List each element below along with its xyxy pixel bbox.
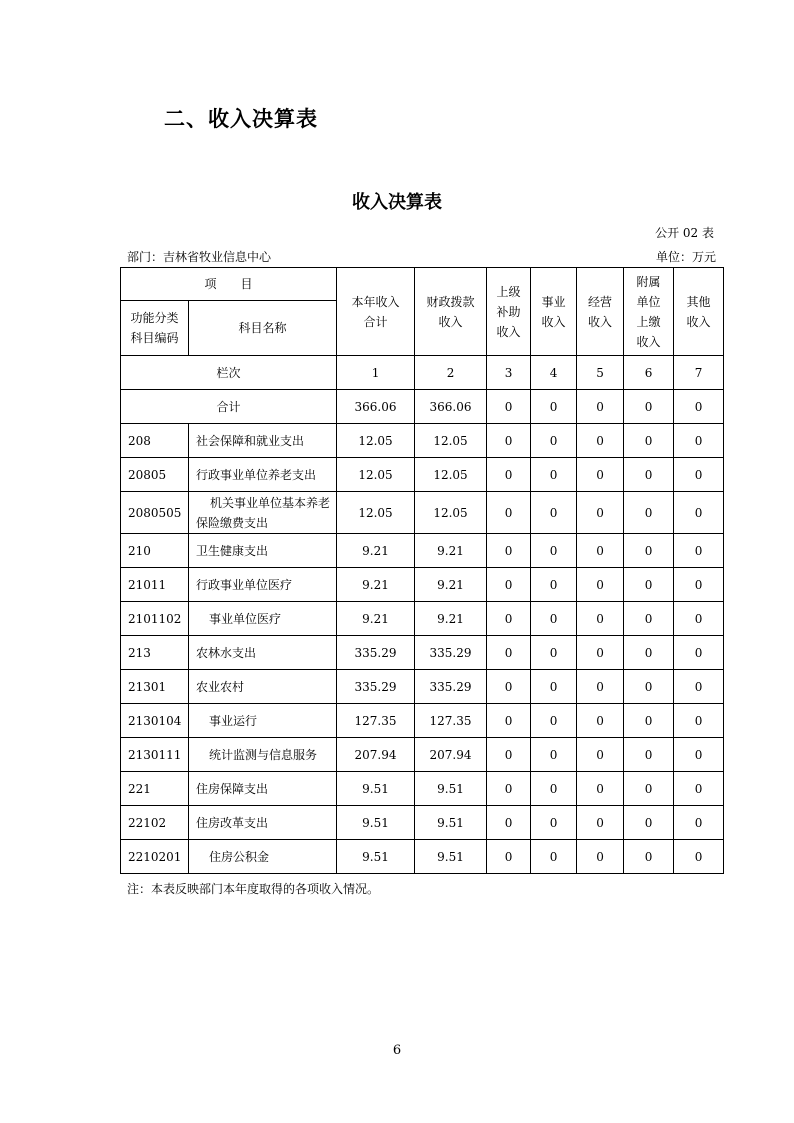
subject-name: 统计监测与信息服务 — [189, 738, 337, 772]
total-value: 0 — [531, 390, 577, 424]
income-value: 0 — [674, 840, 724, 874]
income-value: 0 — [531, 492, 577, 534]
income-value: 0 — [487, 534, 531, 568]
header-name: 科目名称 — [189, 301, 337, 356]
table-row — [121, 670, 724, 704]
income-value: 0 — [531, 534, 577, 568]
income-value: 0 — [487, 424, 531, 458]
subject-name: 事业运行 — [189, 704, 337, 738]
income-value: 335.29 — [337, 670, 415, 704]
income-value: 9.51 — [337, 840, 415, 874]
table-row — [121, 458, 724, 492]
income-value: 0 — [577, 636, 624, 670]
income-value: 12.05 — [337, 458, 415, 492]
subject-code: 2210201 — [121, 840, 189, 874]
total-row — [121, 390, 724, 424]
income-value: 0 — [674, 534, 724, 568]
income-value: 335.29 — [415, 636, 487, 670]
subject-name: 卫生健康支出 — [189, 534, 337, 568]
unit-label: 单位：万元 — [655, 250, 716, 264]
subject-code: 20805 — [121, 458, 189, 492]
total-value: 0 — [674, 390, 724, 424]
total-value: 0 — [577, 390, 624, 424]
total-value: 0 — [487, 390, 531, 424]
income-value: 0 — [577, 492, 624, 534]
income-value: 9.51 — [415, 772, 487, 806]
table-row — [121, 840, 724, 874]
subject-name: 行政事业单位医疗 — [189, 568, 337, 602]
income-value: 9.51 — [337, 772, 415, 806]
income-value: 0 — [487, 458, 531, 492]
income-value: 0 — [487, 738, 531, 772]
table-note: 注：本表反映部门本年度取得的各项收入情况。 — [127, 882, 380, 896]
income-value: 0 — [531, 670, 577, 704]
income-value: 0 — [577, 424, 624, 458]
subject-name: 机关事业单位基本养老保险缴费支出 — [189, 492, 337, 534]
column-index: 2 — [415, 356, 487, 390]
income-value: 9.21 — [415, 534, 487, 568]
income-table — [120, 267, 724, 874]
income-value: 0 — [624, 424, 674, 458]
table-row — [121, 806, 724, 840]
header-operating: 经营 收入 — [577, 268, 624, 356]
income-value: 0 — [674, 492, 724, 534]
header-subsidy: 上级 补助 收入 — [487, 268, 531, 356]
table-row — [121, 424, 724, 458]
table-row — [121, 772, 724, 806]
income-value: 0 — [577, 534, 624, 568]
income-value: 0 — [624, 670, 674, 704]
income-value: 0 — [674, 806, 724, 840]
income-value: 0 — [674, 568, 724, 602]
total-value: 366.06 — [337, 390, 415, 424]
subject-name: 住房公积金 — [189, 840, 337, 874]
table-row — [121, 602, 724, 636]
total-label: 合计 — [121, 390, 337, 424]
header-other: 其他 收入 — [674, 268, 724, 356]
table-row — [121, 636, 724, 670]
income-value: 0 — [531, 424, 577, 458]
income-value: 0 — [487, 772, 531, 806]
subject-name: 住房保障支出 — [189, 772, 337, 806]
column-index: 5 — [577, 356, 624, 390]
header-code: 功能分类 科目编码 — [121, 301, 189, 356]
subject-code: 208 — [121, 424, 189, 458]
table-title: 收入决算表 — [352, 192, 442, 213]
section-heading: 二、收入决算表 — [164, 107, 318, 131]
income-value: 0 — [531, 704, 577, 738]
income-value: 0 — [624, 492, 674, 534]
subject-code: 21011 — [121, 568, 189, 602]
subject-code: 2080505 — [121, 492, 189, 534]
column-index-row — [121, 356, 724, 390]
income-value: 12.05 — [337, 424, 415, 458]
column-index: 7 — [674, 356, 724, 390]
income-value: 335.29 — [337, 636, 415, 670]
income-value: 0 — [624, 806, 674, 840]
subject-name: 农业农村 — [189, 670, 337, 704]
column-index: 6 — [624, 356, 674, 390]
income-value: 0 — [674, 704, 724, 738]
income-value: 0 — [624, 568, 674, 602]
income-value: 0 — [577, 840, 624, 874]
income-value: 0 — [487, 840, 531, 874]
total-value: 0 — [624, 390, 674, 424]
column-index-label: 栏次 — [121, 356, 337, 390]
income-value: 0 — [577, 704, 624, 738]
income-value: 0 — [577, 806, 624, 840]
header-business: 事业 收入 — [531, 268, 577, 356]
income-value: 0 — [487, 568, 531, 602]
subject-name: 住房改革支出 — [189, 806, 337, 840]
income-value: 0 — [577, 568, 624, 602]
income-value: 0 — [624, 704, 674, 738]
income-value: 0 — [624, 458, 674, 492]
income-value: 0 — [674, 772, 724, 806]
table-row — [121, 568, 724, 602]
income-value: 0 — [487, 602, 531, 636]
income-value: 0 — [624, 636, 674, 670]
subject-name: 行政事业单位养老支出 — [189, 458, 337, 492]
header-total: 本年收入 合计 — [337, 268, 415, 356]
income-value: 9.51 — [415, 806, 487, 840]
income-value: 0 — [624, 840, 674, 874]
income-value: 9.21 — [337, 568, 415, 602]
income-value: 0 — [531, 636, 577, 670]
income-value: 0 — [674, 424, 724, 458]
income-value: 127.35 — [415, 704, 487, 738]
income-value: 12.05 — [415, 458, 487, 492]
income-value: 0 — [487, 636, 531, 670]
income-value: 0 — [531, 458, 577, 492]
table-row — [121, 738, 724, 772]
department-label: 部门：吉林省牧业信息中心 — [127, 250, 272, 264]
subject-code: 21301 — [121, 670, 189, 704]
subject-code: 2130104 — [121, 704, 189, 738]
income-value: 0 — [674, 636, 724, 670]
subject-code: 210 — [121, 534, 189, 568]
page-number: 6 — [392, 1043, 402, 1058]
income-value: 9.51 — [415, 840, 487, 874]
income-value: 0 — [531, 602, 577, 636]
income-value: 0 — [487, 704, 531, 738]
income-value: 0 — [577, 458, 624, 492]
table-row — [121, 534, 724, 568]
table-row — [121, 704, 724, 738]
form-number: 公开 02 表 — [655, 226, 714, 240]
income-value: 9.21 — [337, 534, 415, 568]
subject-name: 农林水支出 — [189, 636, 337, 670]
income-value: 9.21 — [415, 568, 487, 602]
income-value: 0 — [531, 738, 577, 772]
income-value: 0 — [487, 806, 531, 840]
header-item: 项 目 — [121, 268, 337, 301]
income-value: 0 — [624, 738, 674, 772]
column-index: 3 — [487, 356, 531, 390]
income-value: 9.21 — [415, 602, 487, 636]
income-value: 0 — [487, 492, 531, 534]
income-value: 0 — [531, 806, 577, 840]
income-value: 207.94 — [415, 738, 487, 772]
income-value: 335.29 — [415, 670, 487, 704]
income-value: 0 — [674, 458, 724, 492]
subject-code: 22102 — [121, 806, 189, 840]
income-value: 127.35 — [337, 704, 415, 738]
income-value: 0 — [577, 772, 624, 806]
header-affiliated: 附属 单位 上缴 收入 — [624, 268, 674, 356]
table-row — [121, 492, 724, 534]
column-index: 1 — [337, 356, 415, 390]
income-value: 0 — [624, 602, 674, 636]
income-value: 0 — [577, 738, 624, 772]
subject-name: 事业单位医疗 — [189, 602, 337, 636]
subject-code: 2101102 — [121, 602, 189, 636]
income-value: 9.21 — [337, 602, 415, 636]
income-value: 9.51 — [337, 806, 415, 840]
subject-code: 2130111 — [121, 738, 189, 772]
income-value: 0 — [624, 534, 674, 568]
subject-code: 213 — [121, 636, 189, 670]
subject-code: 221 — [121, 772, 189, 806]
income-value: 0 — [674, 602, 724, 636]
income-value: 0 — [531, 568, 577, 602]
income-value: 0 — [531, 840, 577, 874]
income-value: 0 — [531, 772, 577, 806]
income-value: 0 — [674, 738, 724, 772]
income-value: 207.94 — [337, 738, 415, 772]
income-value: 0 — [577, 602, 624, 636]
column-index: 4 — [531, 356, 577, 390]
income-value: 12.05 — [337, 492, 415, 534]
income-value: 12.05 — [415, 492, 487, 534]
income-value: 0 — [674, 670, 724, 704]
income-value: 0 — [487, 670, 531, 704]
income-value: 0 — [577, 670, 624, 704]
subject-name: 社会保障和就业支出 — [189, 424, 337, 458]
income-value: 0 — [624, 772, 674, 806]
header-fiscal: 财政拨款 收入 — [415, 268, 487, 356]
total-value: 366.06 — [415, 390, 487, 424]
income-value: 12.05 — [415, 424, 487, 458]
